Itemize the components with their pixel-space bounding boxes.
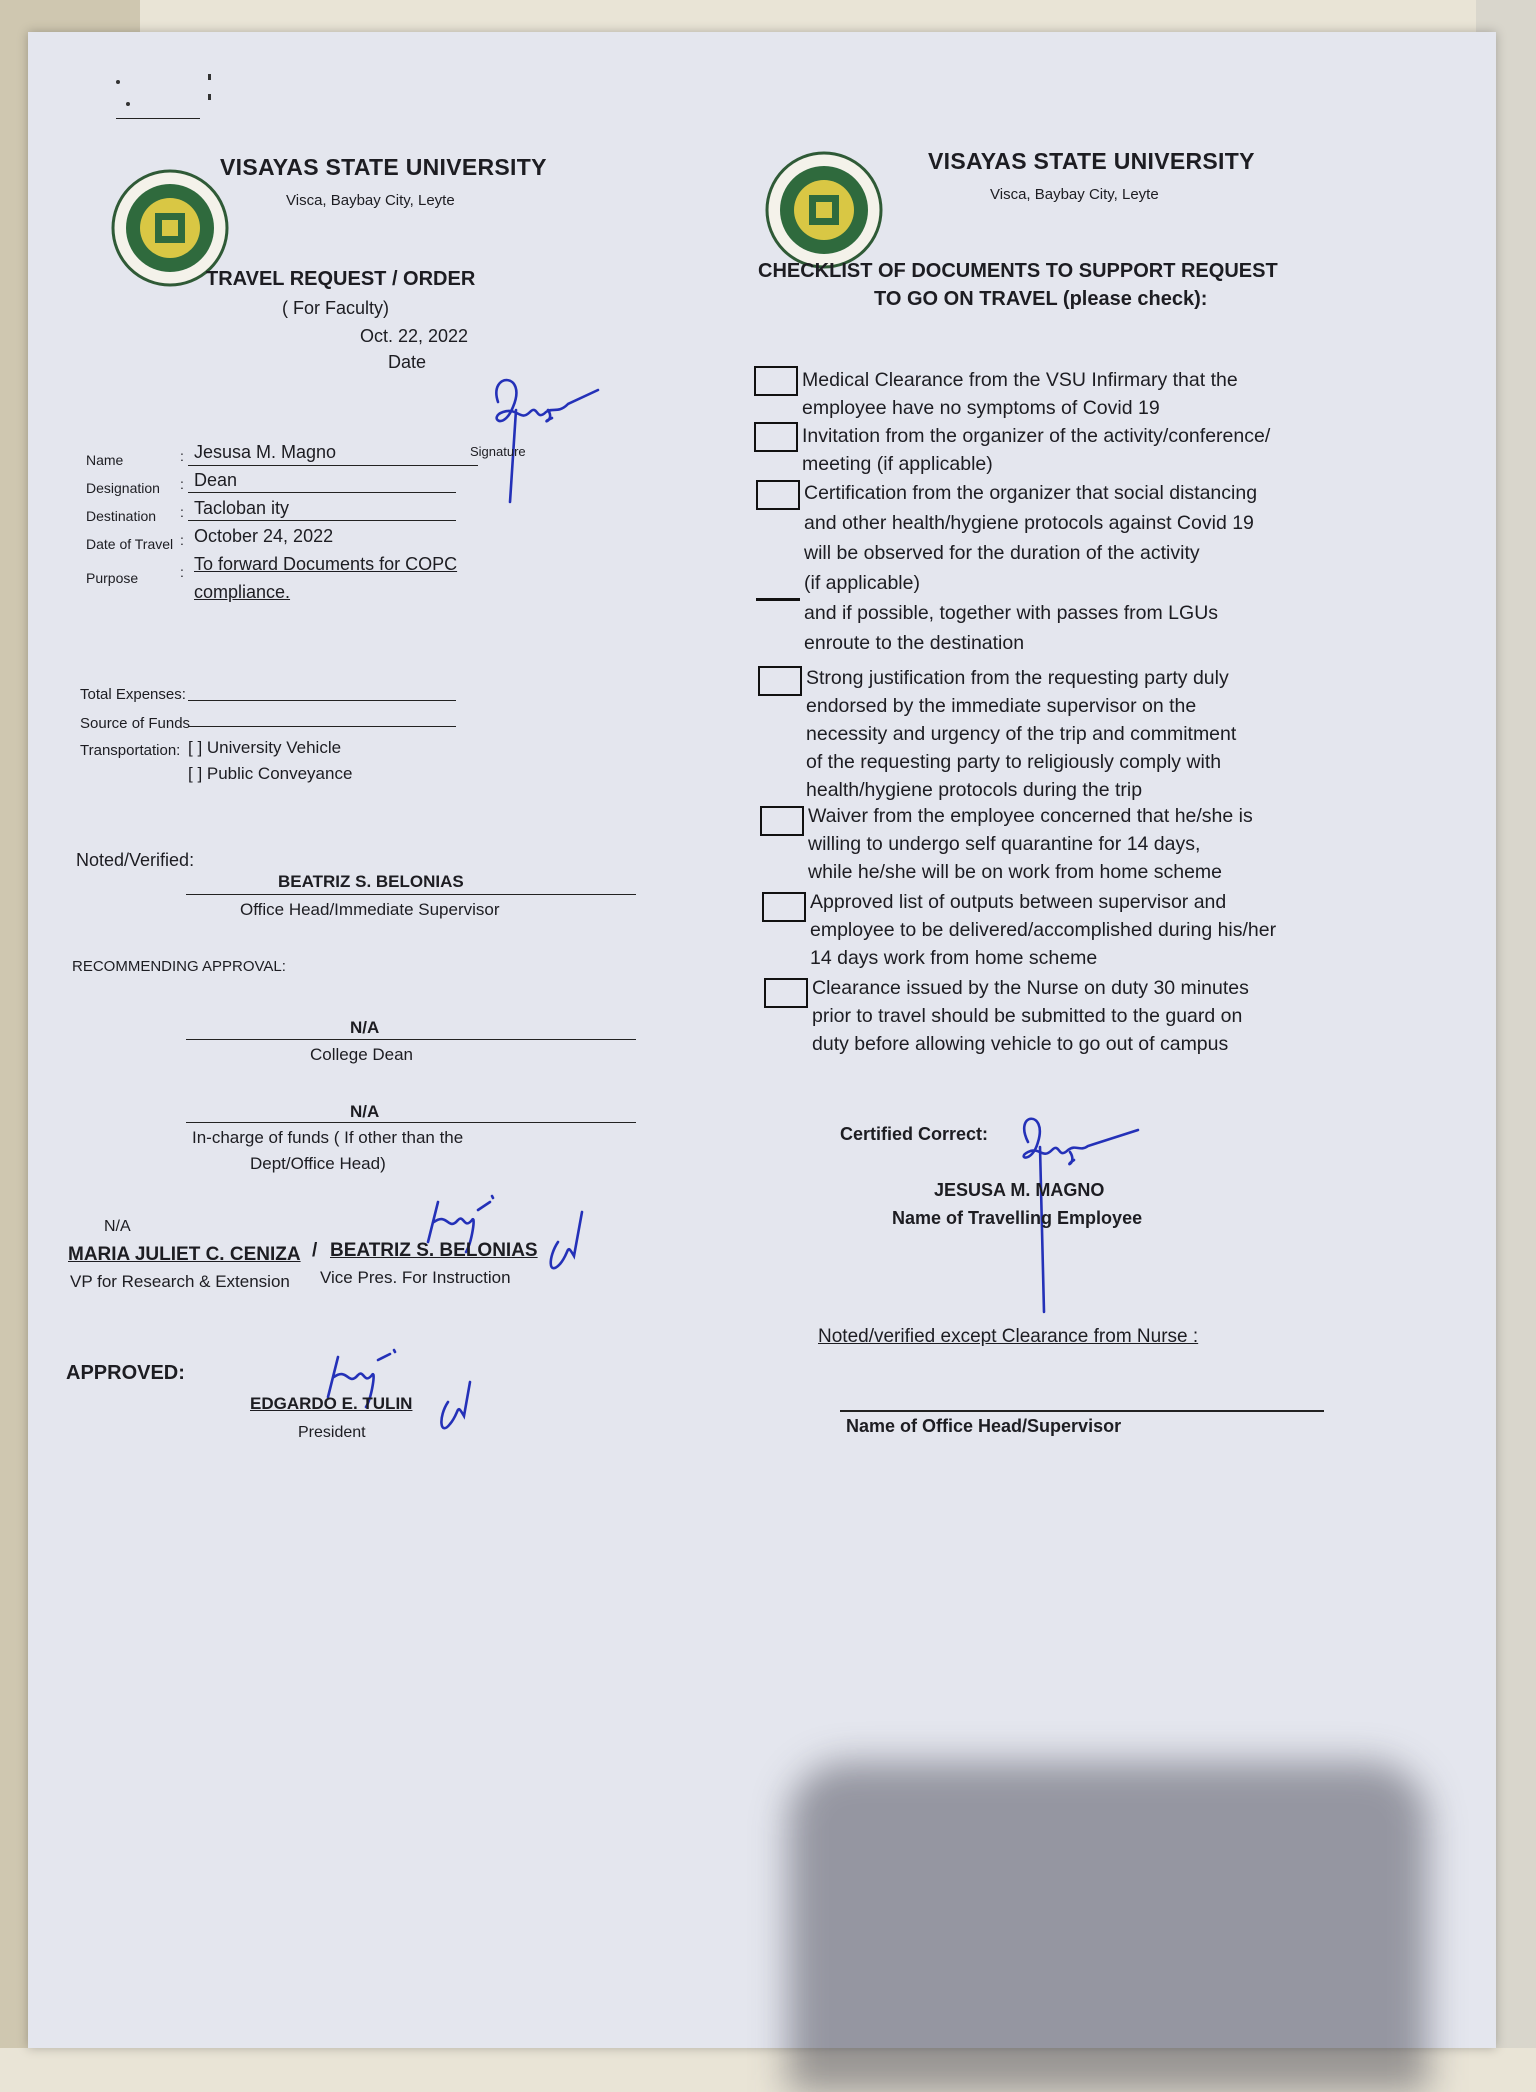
checklist-text: necessity and urgency of the trip and commitment: [806, 723, 1237, 745]
checklist-text: willing to undergo self quarantine for 14 days,: [808, 833, 1201, 855]
checklist-text: Invitation from the organizer of the activity/conference/: [802, 425, 1271, 447]
checklist-text: Certification from the organizer that social distancing: [804, 482, 1258, 504]
checklist-text: duty before allowing vehicle to go out of campus: [812, 1033, 1229, 1055]
certified-correct-label: Certified Correct:: [840, 1124, 989, 1144]
president-name: EDGARDO E. TULIN: [250, 1394, 413, 1413]
checklist-item-invitation: [802, 422, 1382, 478]
punch-mark: [208, 74, 211, 80]
checkbox-strong-justification[interactable]: [758, 666, 802, 696]
vp-instruction-name: BEATRIZ S. BELONIAS: [330, 1240, 538, 1261]
transportation-label: Transportation:: [80, 742, 181, 759]
form-subtitle: ( For Faculty): [282, 298, 390, 318]
checklist-item-waiver: [808, 802, 1388, 886]
university-seal-icon: [764, 150, 884, 270]
checklist-text: Approved list of outputs between supervisor and: [810, 891, 1227, 913]
president-title: President: [298, 1424, 366, 1441]
vp-research-title: VP for Research & Extension: [70, 1272, 290, 1291]
university-name-right: VISAYAS STATE UNIVERSITY: [928, 148, 1255, 174]
field-value-destination: Tacloban ity: [194, 498, 290, 518]
checklist-text: Waiver from the employee concerned that he/she is: [808, 805, 1253, 827]
document-page: VISAYAS STATE UNIVERSITY Visca, Baybay City, Leyte TRAVEL REQUEST / ORDER ( For Faculty) Oct. 22, 2022 Date Signature Name : Jesusa M. Magno Designation : Dean Destination : Tacloban ity Date of Travel : October 24, 2022 Purpose : To forward Documents for COPC compliance. Total Expenses: Source of Funds Transportation: [ ] University Vehicle [ ] Public Conveyance Noted/Verified: BEATRIZ S. BELONIAS Office Head/Immediate Supervisor RECOMMENDING APPROVAL: N/A College Dean N/A In-charge of funds ( If other than the Dept/Office Head) N/A MARIA JULIET C. CENIZA / BEATRIZ S. BELONIAS VP for Research & Extension Vice Pres. For Instruction APPROVED: EDGARDO E. TULIN President VISAYAS STATE UNIVERSITY Visca, Baybay City, Leyte CHECKLIST OF DOCUMENTS TO SUPPORT REQUEST TO GO ON TRAVEL (please check): Medical Clearance from the VSU Infirmary that the employee have no symptoms of Covid 19 Invitation from the organizer of the activity/conference/ meeting (if applicable) Certification from the organizer that social distancing and other health/hygiene protocols against Covid 19 will be observed for the duration of the activity (if applicable) and if possible, together with passes from LGUs enroute to the destination Strong justification from the requesting party duly endorsed by the immediate supervisor on the necessity and urgency of the trip and commitment of the requesting party to religiously comply with health/hygiene protocols during the trip Waiver from the employee concerned that he/she is willing to undergo self quarantine for 14 days, while he/she will be on work from home scheme Approved list of outputs between supervisor and employee to be delivered/accomplished during his/her 14 days work from home scheme Clearance issued by the Nurse on duty 30 minutes prior to travel should be submitted to the guard on duty before allowing vehicle to go out of campus Certified Correct: JESUSA M. MAGNO Name of Travelling Employee Noted/verified except Clearance from Nurse : Name of Office Head/Supervisor: [28, 32, 1496, 2048]
funds-incharge-name: N/A: [350, 1102, 380, 1121]
camera-shadow: [788, 1762, 1428, 2092]
checkbox-invitation[interactable]: [754, 422, 798, 452]
requester-signature: [458, 362, 608, 512]
college-dean-name: N/A: [350, 1018, 380, 1037]
checklist-text: Medical Clearance from the VSU Infirmary that the: [802, 369, 1238, 391]
checklist-text: of the requesting party to religiously comply with: [806, 751, 1222, 773]
checklist-text: prior to travel should be submitted to the guard on: [812, 1005, 1243, 1027]
checkbox-nurse-clearance[interactable]: [764, 978, 808, 1008]
office-head-signature-line[interactable]: [840, 1410, 1324, 1412]
office-head-title: Name of Office Head/Supervisor: [846, 1416, 1122, 1436]
punch-mark: [116, 80, 120, 84]
vp-separator: /: [312, 1240, 318, 1261]
checklist-text: Strong justification from the requesting party duly: [806, 667, 1229, 689]
field-value-date-of-travel: October 24, 2022: [194, 526, 334, 546]
punch-mark: [208, 94, 211, 100]
checklist-text: and other health/hygiene protocols against Covid 19: [804, 512, 1254, 534]
checklist-item-strong-justification: [806, 664, 1386, 804]
signature-label: Signature: [470, 444, 526, 459]
university-address: Visca, Baybay City, Leyte: [286, 192, 455, 209]
funds-incharge-title-line-2: Dept/Office Head): [250, 1154, 386, 1173]
recommending-approval-label: RECOMMENDING APPROVAL:: [72, 958, 286, 975]
total-expenses-label: Total Expenses:: [80, 686, 186, 703]
university-address-right: Visca, Baybay City, Leyte: [990, 186, 1159, 203]
checklist-item-medical-clearance: [802, 366, 1382, 422]
checklist-text: employee have no symptoms of Covid 19: [802, 397, 1160, 419]
field-label-designation: Designation: [86, 480, 160, 496]
field-value-purpose: To forward Documents for COPC: [194, 554, 458, 574]
checkbox-medical-clearance[interactable]: [754, 366, 798, 396]
university-name: VISAYAS STATE UNIVERSITY: [220, 154, 547, 180]
travelling-employee-name: JESUSA M. MAGNO: [934, 1180, 1105, 1200]
noted-except-nurse-label: Noted/verified except Clearance from Nurse :: [818, 1326, 1199, 1347]
checklist-text: will be observed for the duration of the activity: [804, 542, 1200, 564]
checklist-text: 14 days work from home scheme: [810, 947, 1098, 969]
checklist-text: employee to be delivered/accomplished during his/her: [810, 919, 1277, 941]
supervisor-title: Office Head/Immediate Supervisor: [240, 900, 500, 919]
checklist-text: while he/she will be on work from home scheme: [808, 861, 1223, 883]
supervisor-name: BEATRIZ S. BELONIAS: [278, 872, 464, 891]
transport-option-public-conveyance: [ ] Public Conveyance: [188, 764, 353, 783]
checklist-title-line-2: TO GO ON TRAVEL (please check):: [874, 288, 1208, 310]
date-label: Date: [388, 352, 427, 372]
checklist-text: meeting (if applicable): [802, 453, 993, 475]
punch-mark: [126, 102, 130, 106]
checklist-text: endorsed by the immediate supervisor on the: [806, 695, 1197, 717]
field-label-purpose: Purpose: [86, 570, 139, 586]
checklist-text: Clearance issued by the Nurse on duty 30 minutes: [812, 977, 1249, 999]
request-date: Oct. 22, 2022: [360, 326, 469, 346]
vp-research-note: N/A: [104, 1218, 131, 1235]
field-value-name: Jesusa M. Magno: [194, 442, 337, 462]
checkbox-certification[interactable]: [756, 480, 800, 510]
checklist-text: and if possible, together with passes from LGUs: [804, 602, 1219, 624]
approved-label: APPROVED:: [66, 1362, 185, 1384]
checkbox-waiver[interactable]: [760, 806, 804, 836]
top-mark-line: [116, 118, 200, 119]
funds-incharge-title: In-charge of funds ( If other than the: [192, 1128, 464, 1147]
checklist-item-nurse-clearance: [812, 974, 1392, 1058]
field-value-designation: Dean: [194, 470, 238, 490]
checklist-text: enroute to the destination: [804, 632, 1025, 654]
field-label-date-of-travel: Date of Travel: [86, 536, 174, 552]
field-label-destination: Destination: [86, 508, 157, 524]
transport-option-university-vehicle: [ ] University Vehicle: [188, 738, 342, 757]
source-of-funds-label: Source of Funds: [80, 715, 191, 732]
college-dean-title: College Dean: [310, 1045, 414, 1064]
blank-check-line[interactable]: [756, 598, 800, 601]
field-value-purpose-line-2: compliance.: [194, 582, 291, 602]
checklist-title: CHECKLIST OF DOCUMENTS TO SUPPORT REQUEST: [758, 260, 1278, 282]
checklist-item-certification: [804, 478, 1384, 658]
vp-instruction-title: Vice Pres. For Instruction: [320, 1268, 511, 1287]
vp-research-name: MARIA JULIET C. CENIZA: [68, 1244, 301, 1265]
checklist-item-approved-outputs: [810, 888, 1390, 972]
checklist-text: (if applicable): [804, 572, 920, 594]
noted-verified-label: Noted/Verified:: [76, 850, 195, 870]
checkbox-approved-outputs[interactable]: [762, 892, 806, 922]
checklist-text: health/hygiene protocols during the trip: [806, 779, 1143, 801]
form-title: TRAVEL REQUEST / ORDER: [206, 268, 476, 290]
travelling-employee-title: Name of Travelling Employee: [892, 1208, 1143, 1228]
field-label-name: Name: [86, 452, 124, 468]
